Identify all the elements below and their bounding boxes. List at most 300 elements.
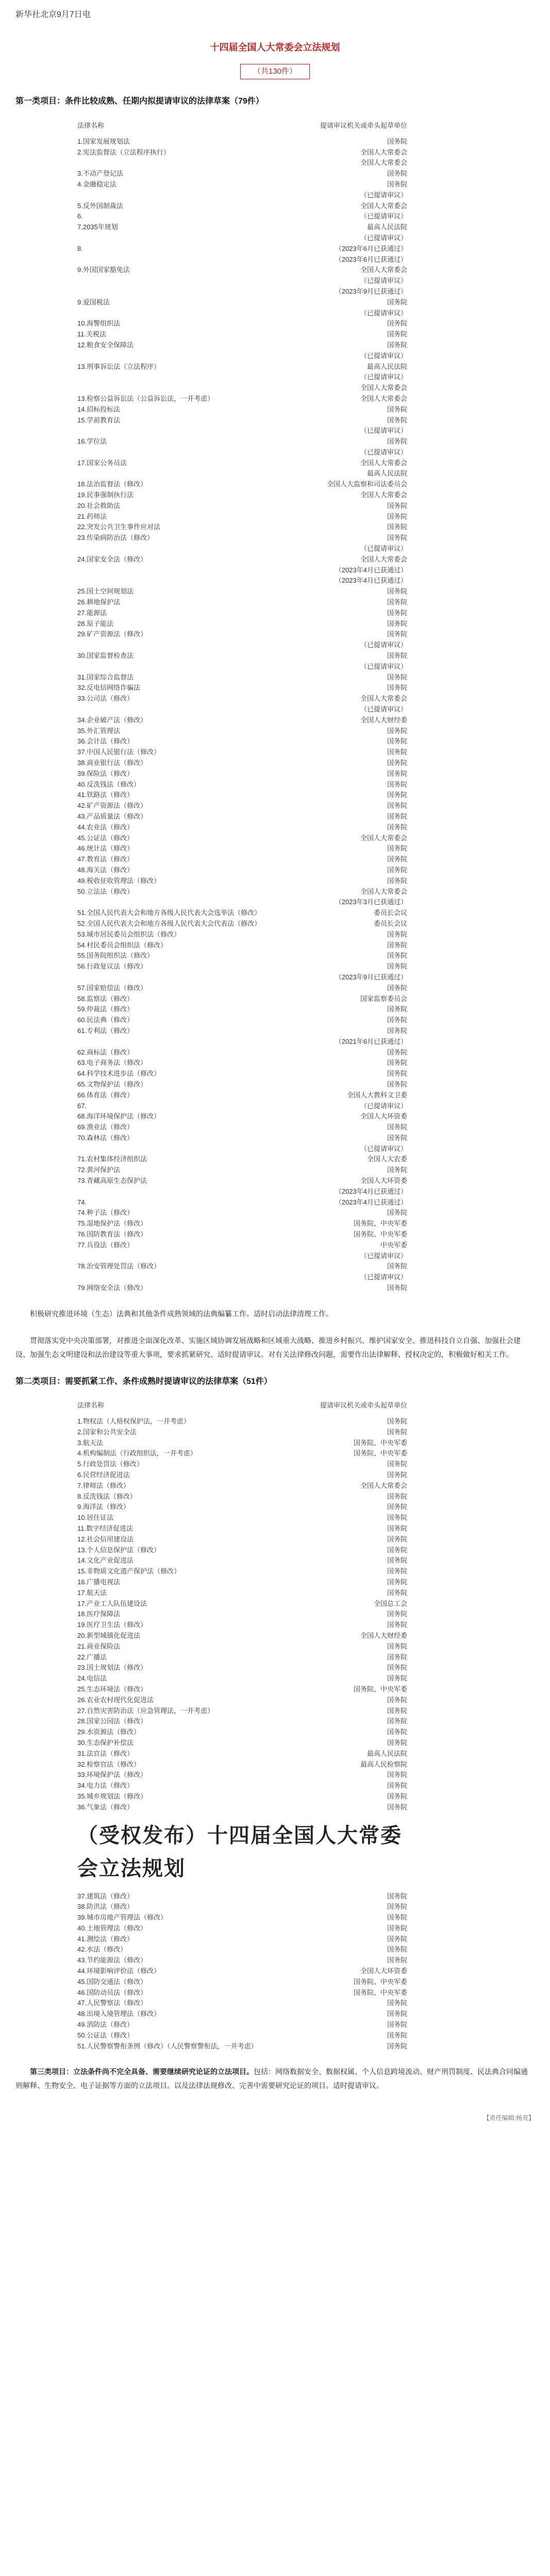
law-name: 17.航天法 xyxy=(77,1588,107,1597)
table-row xyxy=(77,1004,407,1015)
law-name: 52.全国人民代表大会和地方各级人民代表大会代表法（修改） xyxy=(77,919,261,927)
submitting-body: 全国人大环资委 xyxy=(360,1967,407,1975)
submitting-body: （2023年4月已获通过） xyxy=(335,1187,407,1195)
table-row xyxy=(77,908,407,919)
law-name: 74.种子法（修改） xyxy=(77,1209,134,1217)
submitting-body: 国务院 xyxy=(387,298,407,306)
table-row xyxy=(77,693,407,704)
table-row xyxy=(77,1977,407,1988)
table-row xyxy=(77,1459,407,1470)
law-name: 60.民法典（修改） xyxy=(77,1016,134,1024)
submitting-body: 国务院 xyxy=(387,1546,407,1554)
law-name: 61.专利法（修改） xyxy=(77,1026,134,1035)
table-row xyxy=(77,1165,407,1176)
table-header xyxy=(77,1400,407,1411)
law-name: 18.医疗保障法 xyxy=(77,1610,121,1618)
submitting-body: 国务院 xyxy=(387,1588,407,1597)
law-name: 30.国家监督检查法 xyxy=(77,652,134,660)
paragraph-reform: 贯彻落实党中央决策部署，对推进全面深化改革、实施区域协调发展战略和区域重大战略、推进乡村振兴、维护国家安全、推进科技自立自强、加强社会建设、加强生态文明建设和法治建设等重大事项，要求抓紧研究、适时提请审议。对有关法律修改问题，需要作出法律解释、授权决定的，积极做好相关工作。 xyxy=(15,1336,521,1359)
submitting-body: 国务院 xyxy=(387,1945,407,1954)
law-name: 21.商业保险法 xyxy=(77,1642,121,1650)
law-name: 64.科学技术进步法（修改） xyxy=(77,1070,161,1078)
law-name: 36.会计法（修改） xyxy=(77,737,134,745)
submitting-body: （2023年6月已获通过） xyxy=(335,244,407,252)
submitting-body: 全国人大环资委 xyxy=(360,1112,407,1121)
table-row xyxy=(77,2030,407,2041)
table-row xyxy=(77,672,407,683)
column-org-header: 提请审议机关或牵头起草单位 xyxy=(320,121,407,129)
table-row xyxy=(77,940,407,951)
submitting-body: 国务院 xyxy=(387,652,407,660)
table-row xyxy=(77,308,407,319)
submitting-body: （已提请审议） xyxy=(360,705,407,714)
law-name: 14.招标投标法 xyxy=(77,405,121,413)
submitting-body: 国务院 xyxy=(387,501,407,510)
submitting-body: 最高人民法院 xyxy=(366,469,407,478)
law-name: 2.国家和公共安全法 xyxy=(77,1428,137,1436)
table-row xyxy=(77,1283,407,1294)
submitting-body: 最高人民法院 xyxy=(366,362,407,370)
law-name: 74. xyxy=(77,1198,87,1206)
submitting-body: （已提请审议） xyxy=(360,277,407,285)
submitting-body: 国务院 xyxy=(387,1913,407,1922)
table-row xyxy=(77,758,407,769)
table-row xyxy=(77,394,407,404)
submitting-body: 国务院 xyxy=(387,759,407,767)
table-row xyxy=(77,1534,407,1545)
law-name: 37.中国人民银行法（修改） xyxy=(77,748,161,756)
law-name: 24.国家安全法（修改） xyxy=(77,555,147,563)
submitting-body: 国务院 xyxy=(387,684,407,692)
submitting-body: 国务院 xyxy=(387,180,407,188)
submitting-body: 国务院 xyxy=(387,1924,407,1932)
table-row xyxy=(77,897,407,908)
submitting-body: 国务院 xyxy=(387,1999,407,2007)
law-name: 49.消防法（修改） xyxy=(77,2021,134,2029)
submitting-body: 国务院 xyxy=(387,1016,407,1024)
table-row xyxy=(77,1770,407,1781)
submitting-body: （已提请审议） xyxy=(360,662,407,670)
submitting-body: （已提请审议） xyxy=(360,1144,407,1153)
table-row xyxy=(77,1272,407,1283)
table-row xyxy=(77,1912,407,1923)
article-title: 十四届全国人大常委会立法规划 xyxy=(210,42,340,53)
table-row xyxy=(77,1759,407,1770)
submitting-body: 国务院、中央军委 xyxy=(353,1977,407,1986)
table-row xyxy=(77,801,407,811)
submitting-body: 全国人大常委会 xyxy=(360,555,407,563)
law-name: 38.防洪法（修改） xyxy=(77,1903,134,1911)
submitting-body: 国务院 xyxy=(387,1621,407,1629)
law-name: 41.铁路法（修改） xyxy=(77,791,134,799)
table-row xyxy=(77,512,407,522)
law-name: 26.耕地保护法 xyxy=(77,598,121,606)
table-row xyxy=(77,1620,407,1631)
submitting-body: 国务院 xyxy=(387,1653,407,1661)
submitting-body: 国务院 xyxy=(387,341,407,349)
table-row xyxy=(77,276,407,286)
table-row xyxy=(77,1513,407,1523)
table-row xyxy=(77,597,407,608)
table-row xyxy=(77,1673,407,1684)
table-row xyxy=(77,779,407,790)
category-2-rows-part-2 xyxy=(77,1891,407,2052)
submitting-body: 国务院 xyxy=(387,1417,407,1426)
law-name: 77.兵役法（修改） xyxy=(77,1241,134,1249)
promo-banner xyxy=(77,1826,407,1878)
table-row xyxy=(77,983,407,994)
submitting-body: （2023年4月已获通过） xyxy=(335,577,407,585)
law-name: 18.法治监督法（修改） xyxy=(77,480,147,488)
law-name: 50.立法法（修改） xyxy=(77,887,134,895)
table-row xyxy=(77,565,407,576)
law-name: 73.青藏高原生态保护法 xyxy=(77,1177,147,1185)
table-row xyxy=(77,222,407,233)
submitting-body: （2023年6月已获通过） xyxy=(335,255,407,263)
law-name: 44.环境影响评价法（修改） xyxy=(77,1967,161,1975)
law-name: 75.湿地保护法（修改） xyxy=(77,1219,147,1228)
submitting-body: 国务院 xyxy=(387,1005,407,1013)
table-row xyxy=(77,1047,407,1058)
law-name: 1.国家发展规划法 xyxy=(77,137,130,145)
law-name: 5.行政处罚法（修改） xyxy=(77,1460,143,1468)
law-name: 8.反洗钱法（修改） xyxy=(77,1492,137,1500)
law-name: 27.能源法 xyxy=(77,608,107,617)
table-row xyxy=(77,1101,407,1112)
table-row xyxy=(77,1934,407,1945)
table-row xyxy=(77,383,407,394)
submitting-body: 国务院 xyxy=(387,1209,407,1217)
submitting-body: 国务院 xyxy=(387,791,407,799)
table-row xyxy=(77,1749,407,1759)
submitting-body: （2023年9月已获通过） xyxy=(335,973,407,981)
submitting-body: 国务院 xyxy=(387,2031,407,2039)
table-row xyxy=(77,1716,407,1727)
law-name: 15.非物质文化遗产保护法（修改） xyxy=(77,1567,181,1575)
category-2-rows-part-1 xyxy=(77,1416,407,1812)
table-row xyxy=(77,1577,407,1588)
table-row xyxy=(77,286,407,297)
law-name: 25.生态环境法（修改） xyxy=(77,1685,147,1693)
table-row xyxy=(77,554,407,565)
submitting-body: 全国人大教科文卫委 xyxy=(346,1091,407,1099)
law-name: 5.反外国制裁法 xyxy=(77,201,123,210)
table-row xyxy=(77,415,407,426)
law-name: 41.测绘法（修改） xyxy=(77,1935,134,1943)
table-row xyxy=(77,1144,407,1155)
submitting-body: 国务院 xyxy=(387,598,407,606)
law-name: 54.村民委员会组织法（修改） xyxy=(77,941,168,949)
law-name: 33.环境保护法（修改） xyxy=(77,1771,147,1779)
submitting-body: 国务院 xyxy=(387,2042,407,2050)
submitting-body: 国务院 xyxy=(387,737,407,745)
submitting-body: 国务院 xyxy=(387,1284,407,1292)
submitting-body: 全国人大常委会 xyxy=(360,266,407,274)
submitting-body: （2023年3月已获通过） xyxy=(335,898,407,906)
submitting-body: （已提请审议） xyxy=(360,1273,407,1281)
law-name: 7.律师法（修改） xyxy=(77,1481,130,1489)
table-row xyxy=(77,1492,407,1502)
law-name: 3.航天法 xyxy=(77,1438,103,1447)
table-row xyxy=(77,1545,407,1556)
submitting-body: 全国人大常委会 xyxy=(360,887,407,895)
table-header xyxy=(77,121,407,131)
submitting-body: 国务院 xyxy=(387,630,407,638)
submitting-body: 国务院 xyxy=(387,170,407,178)
table-row xyxy=(77,1738,407,1749)
submitting-body: 国家监察委员会 xyxy=(360,994,407,1003)
law-name: 7.2035年规划 xyxy=(77,223,118,231)
table-row xyxy=(77,158,407,168)
submitting-body: （已提请审议） xyxy=(360,427,407,435)
table-row xyxy=(77,372,407,383)
submitting-body: 国务院 xyxy=(387,748,407,756)
law-name: 31.国家综合监督法 xyxy=(77,673,134,681)
law-name: 30.生态保护补偿法 xyxy=(77,1738,134,1747)
column-org-header: 提请审议机关或牵头起草单位 xyxy=(320,1401,407,1410)
law-name: 27.自然灾害防治法（应急管理法，一并考虑） xyxy=(77,1706,214,1715)
law-name: 35.外汇管理法 xyxy=(77,726,121,735)
table-row xyxy=(77,479,407,490)
law-name: 45.公证法（修改） xyxy=(77,834,134,842)
law-name: 20.社会救助法 xyxy=(77,501,121,510)
submitting-body: 国务院 xyxy=(387,1782,407,1790)
table-row xyxy=(77,297,407,308)
table-row xyxy=(77,1523,407,1534)
dateline: 新华社北京9月7日电 xyxy=(15,10,91,19)
submitting-body: 国务院 xyxy=(387,1706,407,1715)
table-row xyxy=(77,876,407,887)
submitting-body: 国务院 xyxy=(387,673,407,681)
table-row xyxy=(77,458,407,469)
law-name: 9.外国国家豁免法 xyxy=(77,266,130,274)
submitting-body: 全国人大常委会 xyxy=(360,459,407,467)
law-name: 56.行政复议法（修改） xyxy=(77,962,147,971)
law-name: 51.全国人民代表大会和地方各级人民代表大会选举法（修改） xyxy=(77,909,261,917)
law-name: 46.统计法（修改） xyxy=(77,844,134,853)
table-row xyxy=(77,822,407,833)
submitting-body: 中央军委 xyxy=(380,1241,407,1249)
law-name: 21.药师法 xyxy=(77,512,107,520)
submitting-body: 国务院 xyxy=(387,1664,407,1672)
submitting-body: 国务院 xyxy=(387,1428,407,1436)
table-row xyxy=(77,1229,407,1240)
table-row xyxy=(77,1133,407,1144)
table-row xyxy=(77,1727,407,1738)
submitting-body: 国务院 xyxy=(387,1460,407,1468)
submitting-body: 国务院 xyxy=(387,1262,407,1270)
paragraph-codification: 积极研究推进环境（生态）法典和其他条件成熟领域的法典编纂工作。适时启动法律清理工作。 xyxy=(30,1309,333,1318)
table-row xyxy=(77,1988,407,1998)
law-name: 6.民营经济促进法 xyxy=(77,1471,130,1479)
submitting-body: 全国人大常委会 xyxy=(360,491,407,499)
table-row xyxy=(77,137,407,147)
law-name: 24.电信法 xyxy=(77,1674,107,1683)
submitting-body: 国务院 xyxy=(387,823,407,831)
law-name: 79.网络安全法（修改） xyxy=(77,1284,147,1292)
table-row xyxy=(77,951,407,961)
category-1-table xyxy=(77,121,407,1294)
table-row xyxy=(77,1079,407,1090)
paragraph-category-3 xyxy=(15,2065,535,2092)
table-row xyxy=(77,790,407,801)
law-name: 23.国土规划法（修改） xyxy=(77,1664,147,1672)
submitting-body: 国务院 xyxy=(387,1717,407,1725)
law-name: 43.产品质量法（修改） xyxy=(77,812,147,820)
table-row xyxy=(77,961,407,972)
table-row xyxy=(77,351,407,362)
submitting-body: 国务院 xyxy=(387,1123,407,1131)
table-row xyxy=(77,1695,407,1706)
table-row xyxy=(77,201,407,212)
submitting-body: 国务院、中央军委 xyxy=(353,1449,407,1458)
law-name: 1.物权法（人格权保护法，一并考虑） xyxy=(77,1417,190,1426)
submitting-body: 国务院 xyxy=(387,1903,407,1911)
table-row xyxy=(77,1416,407,1427)
submitting-body: 国务院 xyxy=(387,780,407,788)
submitting-body: 国务院 xyxy=(387,952,407,960)
editor-credit: 【责任编辑:杨亮】 xyxy=(483,2114,535,2122)
submitting-body: 国务院、中央军委 xyxy=(353,1685,407,1693)
table-row xyxy=(77,179,407,190)
submitting-body: （2023年4月已获通过） xyxy=(335,1198,407,1206)
submitting-body: （已提请审议） xyxy=(360,191,407,199)
law-name: 76.国防教育法（修改） xyxy=(77,1230,147,1239)
law-name: 47.教育法（修改） xyxy=(77,855,134,863)
table-row xyxy=(77,1187,407,1197)
table-row xyxy=(77,490,407,501)
table-row xyxy=(77,843,407,854)
table-row xyxy=(77,1706,407,1717)
table-row xyxy=(77,265,407,276)
law-name: 17.产业工人队伍建设法 xyxy=(77,1599,147,1607)
table-row xyxy=(77,168,407,179)
table-row xyxy=(77,233,407,244)
law-name: 34.企业破产法（修改） xyxy=(77,716,147,724)
banner-title: （受权发布）十四届全国人大常委会立法规划 xyxy=(77,1824,402,1880)
table-row xyxy=(77,1176,407,1187)
law-name: 39.保险法（修改） xyxy=(77,769,134,777)
submitting-body: 国务院 xyxy=(387,1059,407,1067)
law-name: 62.商标法（修改） xyxy=(77,1048,134,1056)
law-name: 59.仲裁法（修改） xyxy=(77,1005,134,1013)
submitting-body: （已提请审议） xyxy=(360,373,407,381)
submitting-body: 国务院 xyxy=(387,405,407,413)
submitting-body: （已提请审议） xyxy=(360,1251,407,1260)
law-name: 20.新型城镇化促进法 xyxy=(77,1631,141,1639)
table-row xyxy=(77,1240,407,1251)
table-row xyxy=(77,1208,407,1218)
law-name: 67. xyxy=(77,1101,87,1110)
submitting-body: 国务院 xyxy=(387,1524,407,1532)
submitting-body: 国务院 xyxy=(387,619,407,628)
count-wrap xyxy=(15,64,535,79)
table-row xyxy=(77,1802,407,1813)
law-name: 37.建筑法（修改） xyxy=(77,1892,134,1900)
law-name: 69.渔业法（修改） xyxy=(77,1123,134,1131)
law-name: 25.国土空间规划法 xyxy=(77,587,134,596)
table-row xyxy=(77,929,407,940)
category-1-rows xyxy=(77,137,407,1294)
submitting-body: 全国人大监察和司法委员会 xyxy=(326,480,407,488)
table-row xyxy=(77,190,407,201)
table-row xyxy=(77,255,407,265)
submitting-body: 国务院 xyxy=(387,855,407,863)
law-name: 13.检察公益诉讼法（公益诉讼法，一并考虑） xyxy=(77,394,214,402)
law-name: 12.社会信用建设法 xyxy=(77,1535,134,1543)
law-name: 65.文物保护法（修改） xyxy=(77,1080,147,1088)
submitting-body: 最高人民检察院 xyxy=(360,1760,407,1768)
submitting-body: 国务院 xyxy=(387,1728,407,1736)
submitting-body: 国务院 xyxy=(387,1492,407,1500)
submitting-body: 国务院 xyxy=(387,1738,407,1747)
submitting-body: 国务院 xyxy=(387,876,407,885)
law-name: 68.海洋环境保护法（修改） xyxy=(77,1112,161,1121)
law-name: 39.城市房地产管理法（修改） xyxy=(77,1913,168,1922)
law-name: 4.机构编制法（行政组织法，一并考虑） xyxy=(77,1449,197,1458)
law-name: 10.居住证法 xyxy=(77,1514,114,1522)
law-name: 32.反电信网络诈骗法 xyxy=(77,684,141,692)
table-row xyxy=(77,329,407,340)
submitting-body: 国务院 xyxy=(387,416,407,424)
table-row xyxy=(77,1663,407,1673)
law-name: 66.体育法（修改） xyxy=(77,1091,134,1099)
law-name: 2.宪法监督法（立法程序执行） xyxy=(77,148,170,156)
submitting-body: 全国人大常委会 xyxy=(360,834,407,842)
law-name: 49.税收征收管理法（修改） xyxy=(77,876,161,885)
table-row xyxy=(77,972,407,983)
table-row xyxy=(77,919,407,929)
law-name: 58.监察法（修改） xyxy=(77,994,134,1003)
law-name: 72.黄河保护法 xyxy=(77,1166,121,1174)
law-name: 16.广播电视法 xyxy=(77,1578,121,1586)
table-row xyxy=(77,1218,407,1229)
table-row xyxy=(77,640,407,651)
table-row xyxy=(77,501,407,512)
submitting-body: 国务院、中央军委 xyxy=(353,1230,407,1239)
table-row xyxy=(77,769,407,779)
table-row xyxy=(77,1781,407,1791)
table-row xyxy=(77,1998,407,2009)
table-row xyxy=(77,726,407,737)
table-row xyxy=(77,211,407,222)
table-row xyxy=(77,747,407,758)
category-2-heading: 第二类项目：需要抓紧工作、条件成熟时提请审议的法律草案（51件） xyxy=(15,1377,272,1386)
table-row xyxy=(77,1966,407,1977)
submitting-body: 国务院、中央军委 xyxy=(353,1988,407,1996)
submitting-body: 国务院 xyxy=(387,844,407,853)
table-row xyxy=(77,683,407,693)
table-row xyxy=(77,1791,407,1802)
submitting-body: 委员长会议 xyxy=(373,919,407,927)
table-row xyxy=(77,2009,407,2020)
submitting-body: 委员长会议 xyxy=(373,909,407,917)
submitting-body: 国务院、中央军委 xyxy=(353,1438,407,1447)
law-name: 45.国防交通法（修改） xyxy=(77,1977,147,1986)
law-name: 40.土地管理法（修改） xyxy=(77,1924,147,1932)
submitting-body: 国务院 xyxy=(387,1535,407,1543)
table-row xyxy=(77,651,407,662)
submitting-body: 国务院 xyxy=(387,2010,407,2018)
submitting-body: （已提请审议） xyxy=(360,545,407,553)
submitting-body: 国务院 xyxy=(387,1166,407,1174)
law-name: 4.金融稳定法 xyxy=(77,180,116,188)
submitting-body: 国务院 xyxy=(387,1503,407,1511)
submitting-body: 国务院 xyxy=(387,1803,407,1811)
table-row xyxy=(77,1448,407,1459)
table-row xyxy=(77,1588,407,1599)
table-row xyxy=(77,715,407,726)
